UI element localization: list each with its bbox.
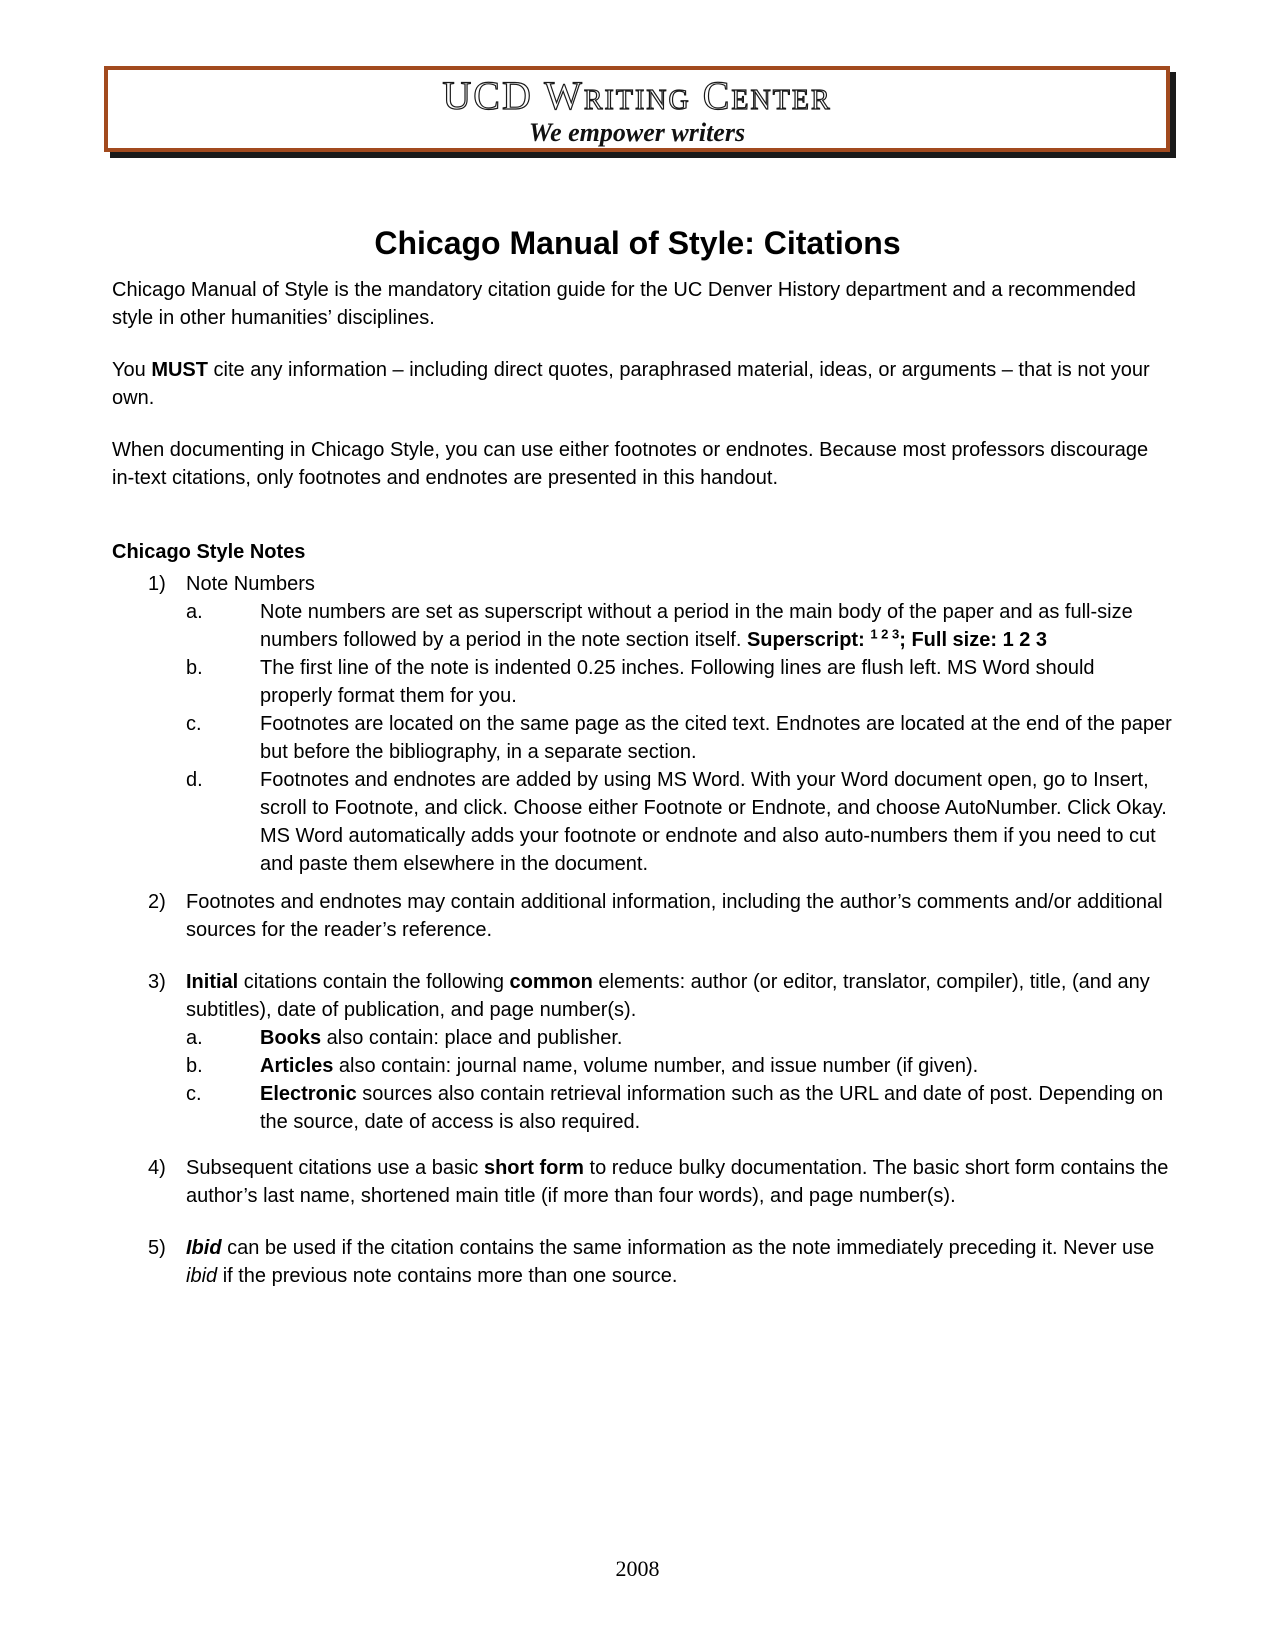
- intro-paragraph-3: When documenting in Chicago Style, you can use either footnotes or endnotes. Because most professors discourage in-text citations, only footnotes and endnotes are presented in this handout.: [112, 439, 1149, 489]
- list-item-text: Note Numbers: [186, 573, 315, 595]
- sub-letter: b.: [186, 1055, 203, 1077]
- list-item-4: [112, 1154, 1172, 1210]
- section-heading: Chicago Style Notes: [112, 541, 306, 563]
- bold-italic-ibid: Ibid: [186, 1237, 222, 1259]
- bold-common: common: [509, 971, 593, 993]
- sub-item-3a: [186, 1024, 1172, 1052]
- list-number: 5): [148, 1237, 166, 1259]
- bold-initial: Initial: [186, 971, 239, 993]
- sub-letter: a.: [186, 601, 203, 623]
- text-fragment: Subsequent citations use a basic: [186, 1157, 484, 1179]
- sub-item-1c: [186, 710, 1172, 766]
- intro-p2-bold: MUST: [151, 359, 208, 381]
- text-fragment: elements: author (or editor, translator, compiler), title, (and any subtitles), date of publication, and page number(s).: [186, 971, 1150, 1021]
- sub-text: Note numbers are set as superscript without a period in the main body of the paper and as full-size numbers followed by a period in the note section itself.: [260, 601, 1133, 651]
- sub-letter: d.: [186, 769, 203, 791]
- list-item-5: [112, 1234, 1172, 1290]
- sub-letter: a.: [186, 1027, 203, 1049]
- sub-text: also contain: journal name, volume number, and issue number (if given).: [333, 1055, 979, 1077]
- text-fragment: can be used if the citation contains the same information as the note immediately preceding it. Never use: [221, 1237, 1155, 1259]
- full-size-label: ; Full size: 1 2 3: [899, 629, 1048, 651]
- list-item-text: [186, 968, 1172, 1024]
- list-item-text: [186, 1234, 1172, 1290]
- text-fragment: if the previous note contains more than one source.: [217, 1265, 678, 1287]
- superscript-label: Superscript:: [746, 629, 871, 651]
- sub-item-3c: [186, 1080, 1172, 1136]
- superscript-example: 1 2 3: [870, 626, 900, 642]
- sub-bold: Articles: [260, 1055, 334, 1077]
- intro-p2-pre: You: [112, 359, 152, 381]
- header-tagline: We empower writers: [528, 118, 746, 147]
- sub-item-1b: [186, 654, 1172, 710]
- text-fragment: to reduce bulky documentation. The basic short form contains the author’s last name, shortened main title (if more than four words), and page number(s).: [186, 1157, 1169, 1207]
- list-item-text: Footnotes and endnotes may contain additional information, including the author’s comments and/or additional sources for the reader’s reference.: [186, 891, 1163, 941]
- bold-short-form: short form: [483, 1157, 584, 1179]
- italic-ibid: ibid: [186, 1265, 218, 1287]
- sub-item-3b: [186, 1052, 1172, 1080]
- sub-text: also contain: place and publisher.: [321, 1027, 623, 1049]
- sub-text: Footnotes and endnotes are added by using MS Word. With your Word document open, go to Insert, scroll to Footnote, and click. Choose either Footnote or Endnote, and choose AutoNumber. Click Okay. MS Word automatically adds your footnote or endnote and also auto-numbers them if you need to cut and paste them elsewhere in the document.: [260, 769, 1167, 875]
- sub-text: Footnotes are located on the same page as the cited text. Endnotes are located at the end of the paper but before the bibliography, in a separate section.: [260, 713, 1172, 763]
- document-title: Chicago Manual of Style: Citations: [374, 225, 901, 261]
- sub-item-1a: [186, 598, 1172, 654]
- list-item-3: [112, 968, 1172, 1136]
- sub-letter: b.: [186, 657, 203, 679]
- sub-letter: c.: [186, 713, 202, 735]
- list-number: 1): [148, 573, 166, 595]
- sub-bold: Electronic: [260, 1083, 357, 1105]
- list-item-text: [186, 1154, 1172, 1210]
- sub-text: sources also contain retrieval information such as the URL and date of post. Depending on the source, date of access is also required.: [260, 1083, 1164, 1133]
- sub-item-1d: [186, 766, 1172, 878]
- list-number: 2): [148, 891, 166, 913]
- list-item-1: [112, 570, 1172, 878]
- sub-text: The first line of the note is indented 0.25 inches. Following lines are flush left. MS Word should properly format them for you.: [260, 657, 1095, 707]
- intro-p2-post: cite any information – including direct quotes, paraphrased material, ideas, or arguments – that is not your own.: [112, 359, 1150, 409]
- intro-paragraph-1: Chicago Manual of Style is the mandatory citation guide for the UC Denver History department and a recommended style in other humanities’ disciplines.: [112, 279, 1136, 329]
- sub-bold: Books: [260, 1027, 322, 1049]
- header-title: UCD Writing Center: [442, 73, 832, 118]
- list-number: 4): [148, 1157, 166, 1179]
- list-item-2: [112, 888, 1172, 944]
- sub-letter: c.: [186, 1083, 202, 1105]
- header-banner: [104, 66, 1170, 152]
- list-number: 3): [148, 971, 166, 993]
- page-footer-year: 2008: [615, 1556, 660, 1581]
- intro-paragraph-2: [112, 356, 1172, 412]
- text-fragment: citations contain the following: [238, 971, 510, 993]
